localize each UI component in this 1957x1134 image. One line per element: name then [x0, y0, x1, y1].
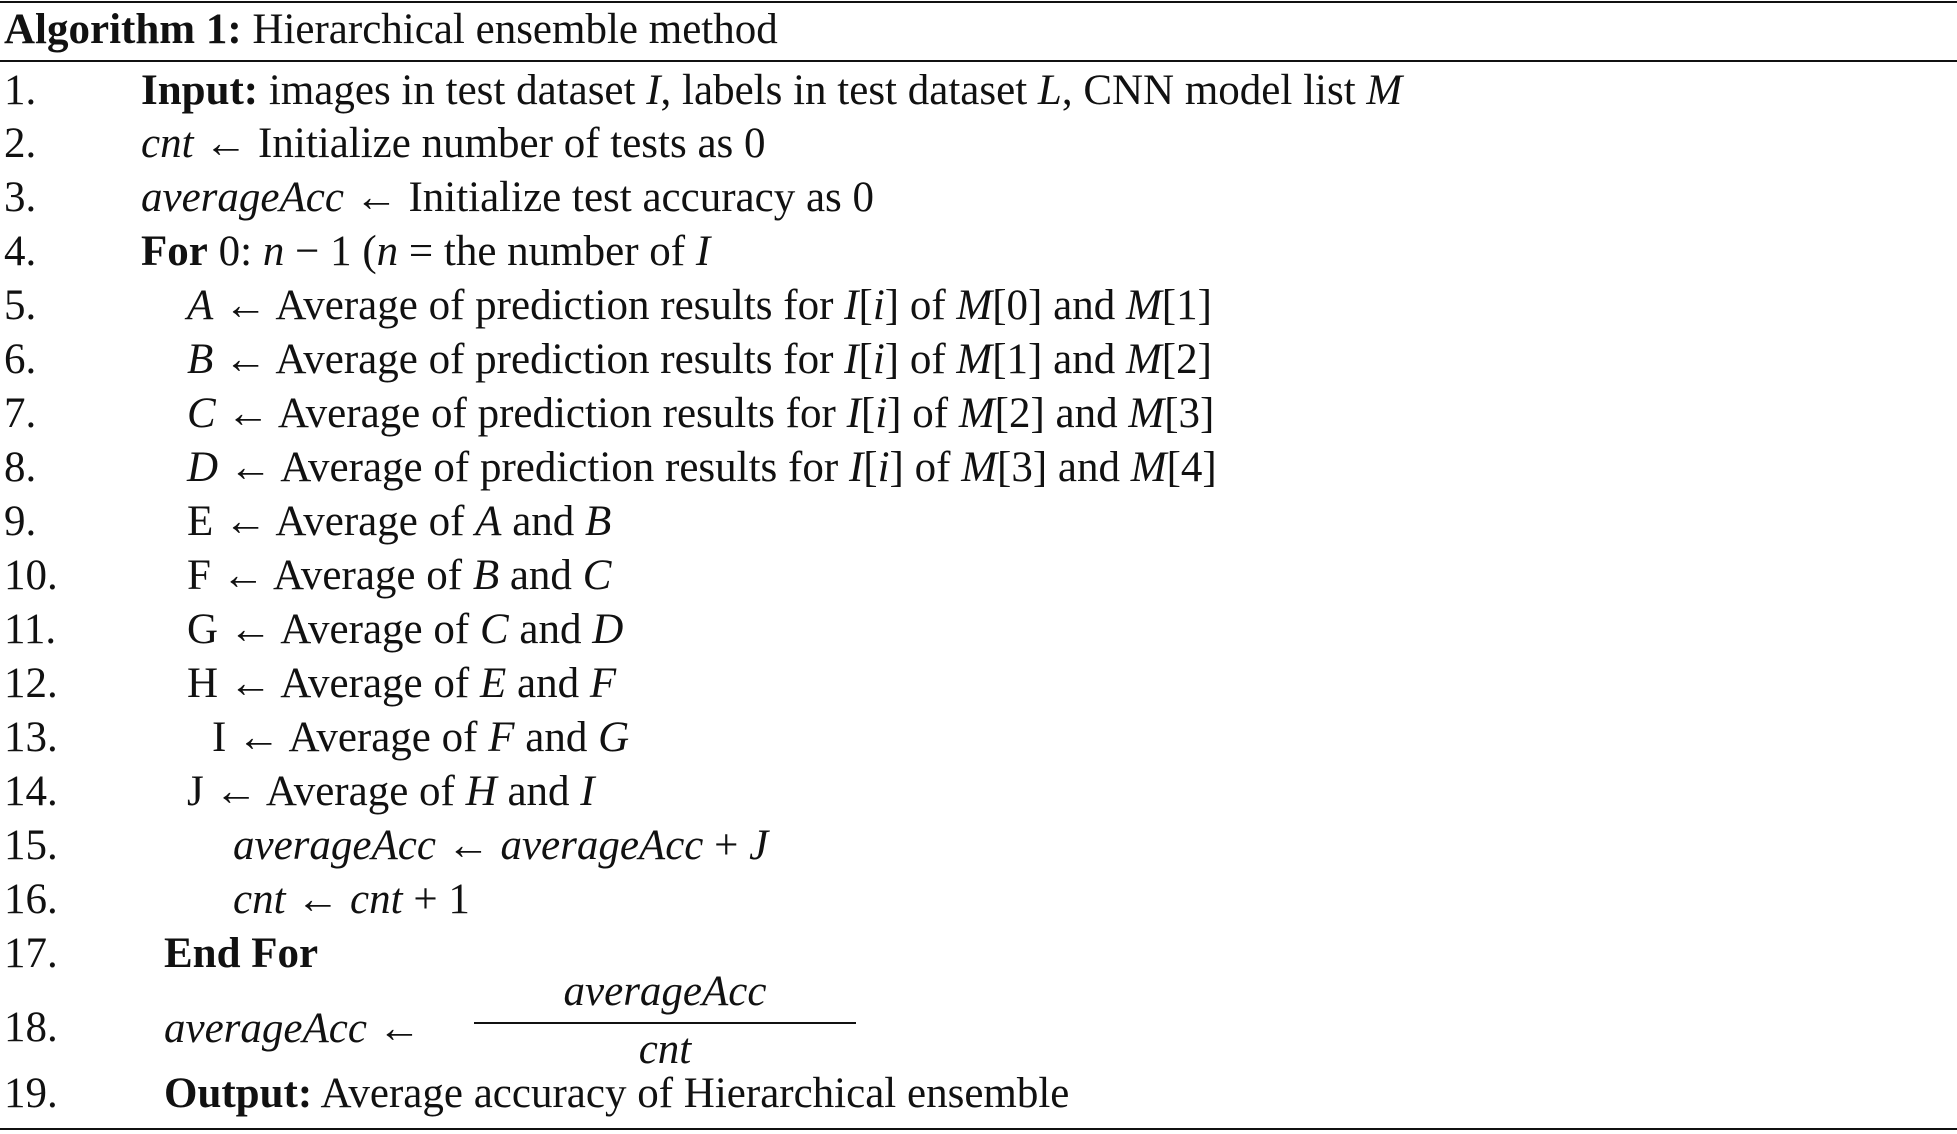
line-body: [187, 333, 1212, 387]
line-number: 11.: [4, 606, 57, 653]
text: [: [858, 336, 873, 383]
var: M: [1125, 282, 1162, 329]
var: i: [872, 282, 885, 329]
header-rule: [0, 60, 1957, 62]
line-number: 7.: [4, 390, 37, 437]
bottom-rule: [0, 1128, 1957, 1130]
text: = the number of: [398, 228, 696, 275]
var: G: [187, 606, 219, 653]
var: B: [472, 552, 500, 599]
text: ] of: [884, 336, 957, 383]
var: I: [848, 444, 864, 491]
text: [1] and: [992, 336, 1126, 383]
var: A: [475, 498, 502, 545]
text: ← Average of prediction results for: [215, 390, 847, 437]
var: J: [749, 822, 769, 869]
var: L: [1037, 67, 1062, 114]
line-body: [141, 117, 766, 171]
text: 0:: [207, 228, 263, 275]
line-body: [164, 927, 318, 981]
line-body: [164, 1067, 1069, 1121]
var: averageAcc: [164, 1005, 367, 1052]
text: and: [501, 498, 586, 545]
var: M: [956, 282, 993, 329]
line-body: [187, 549, 611, 603]
var: J: [187, 768, 204, 815]
line-body: [187, 765, 595, 819]
var: M: [1366, 67, 1403, 114]
text: ← Average of: [226, 714, 489, 761]
var: C: [582, 552, 612, 599]
text: ← Average of prediction results for: [213, 282, 845, 329]
fraction-denominator: cnt: [638, 1026, 692, 1073]
text: [1]: [1161, 282, 1212, 329]
var: I: [580, 768, 595, 815]
text: [: [858, 282, 873, 329]
text: ← Average of prediction results for: [213, 336, 845, 383]
text: ← Average of: [218, 660, 480, 707]
line-body: [187, 603, 623, 657]
var: M: [1128, 390, 1165, 437]
keyword: Output:: [164, 1070, 313, 1117]
line-body: [187, 279, 1212, 333]
var: i: [877, 444, 890, 491]
text: ←: [366, 1005, 421, 1052]
text: [2] and: [994, 390, 1129, 437]
var: averageAcc: [233, 822, 436, 869]
line-number: 8.: [4, 444, 37, 491]
text: ← Initialize test accuracy as 0: [343, 174, 875, 221]
line-number: 13.: [4, 714, 58, 761]
line-body: [233, 819, 768, 873]
var: I: [846, 390, 861, 437]
line-body: [141, 225, 710, 279]
line-number: 14.: [4, 768, 58, 815]
var: M: [961, 444, 998, 491]
line-number: 12.: [4, 660, 58, 707]
var: H: [465, 768, 497, 815]
var: M: [956, 336, 993, 383]
keyword: For: [141, 228, 208, 275]
text: and: [506, 660, 590, 707]
text: and: [514, 714, 599, 761]
line-body: [187, 387, 1214, 441]
var: cnt: [350, 876, 403, 923]
var: I: [646, 67, 661, 114]
var: C: [187, 390, 216, 437]
line-number: 16.: [4, 876, 58, 923]
text: − 1 (: [284, 228, 377, 275]
text: ← Average of prediction results for: [218, 444, 849, 491]
line-number: 17.: [4, 930, 58, 977]
var: averageAcc: [500, 822, 704, 869]
text: [4]: [1166, 444, 1217, 491]
line-body: [212, 711, 629, 765]
var: n: [262, 228, 285, 275]
var: B: [585, 498, 612, 545]
var: M: [958, 390, 995, 437]
text: [0] and: [992, 282, 1126, 329]
var: I: [844, 336, 859, 383]
line-number: 5.: [4, 282, 37, 329]
var: M: [1125, 336, 1162, 383]
text: +: [703, 822, 750, 869]
line-body: [141, 171, 874, 225]
text: [: [863, 444, 878, 491]
var: I: [844, 282, 859, 329]
var: cnt: [141, 120, 194, 167]
var: B: [187, 336, 214, 383]
text: ← Average of: [213, 498, 476, 545]
line-body: [187, 657, 616, 711]
line-body: [187, 441, 1217, 495]
line-number: 9.: [4, 498, 37, 545]
text: + 1: [402, 876, 470, 923]
text: [3]: [1164, 390, 1215, 437]
fraction-numerator: averageAcc: [563, 968, 767, 1015]
line-number: 19.: [4, 1070, 58, 1117]
var: i: [875, 390, 888, 437]
algorithm-name: Hierarchical ensemble method: [241, 6, 778, 53]
line-number: 4.: [4, 228, 37, 275]
var: averageAcc: [141, 174, 344, 221]
var: E: [187, 498, 214, 545]
fraction: [474, 966, 856, 1076]
var: D: [187, 444, 219, 491]
text: ← Initialize number of tests as 0: [193, 120, 766, 167]
text: , labels in test dataset: [660, 67, 1038, 114]
text: images in test dataset: [258, 67, 647, 114]
line-body: [187, 495, 611, 549]
text: and: [496, 768, 581, 815]
var: cnt: [233, 876, 286, 923]
line-number: 6.: [4, 336, 37, 383]
algorithm-title: [4, 4, 778, 56]
text: ← Average of: [210, 552, 473, 599]
line-number: 18.: [4, 1004, 58, 1051]
line-number: 10.: [4, 552, 58, 599]
algorithm-label: Algorithm 1:: [4, 6, 242, 53]
line-number: 3.: [4, 174, 37, 221]
line-number: 2.: [4, 120, 37, 167]
var: F: [488, 714, 515, 761]
var: D: [592, 606, 624, 653]
line-number: 1.: [4, 67, 37, 114]
line-number: 15.: [4, 822, 58, 869]
var: A: [187, 282, 214, 329]
line-body: [141, 64, 1402, 118]
var: E: [479, 660, 507, 707]
text: ] of: [889, 444, 962, 491]
text: [2]: [1161, 336, 1212, 383]
text: ] of: [884, 282, 957, 329]
line-body: [164, 1002, 421, 1056]
var: i: [872, 336, 885, 383]
keyword: End For: [164, 930, 319, 977]
var: I: [695, 228, 711, 275]
var: I: [212, 714, 227, 761]
var: H: [187, 660, 219, 707]
var: n: [376, 228, 399, 275]
var: M: [1130, 444, 1167, 491]
line-body: [233, 873, 470, 927]
var: G: [598, 714, 630, 761]
text: [3] and: [997, 444, 1131, 491]
text: ] of: [887, 390, 959, 437]
text: Average accuracy of Hierarchical ensemble: [312, 1070, 1070, 1117]
var: F: [589, 660, 617, 707]
var: C: [479, 606, 509, 653]
keyword: Input:: [141, 67, 259, 114]
var: F: [187, 552, 211, 599]
top-rule: [0, 1, 1957, 3]
text: ←: [285, 876, 351, 923]
text: and: [499, 552, 583, 599]
text: ← Average of: [218, 606, 480, 653]
text: ←: [435, 822, 501, 869]
text: , CNN model list: [1061, 67, 1367, 114]
text: and: [508, 606, 593, 653]
text: [: [860, 390, 876, 437]
text: ← Average of: [203, 768, 466, 815]
